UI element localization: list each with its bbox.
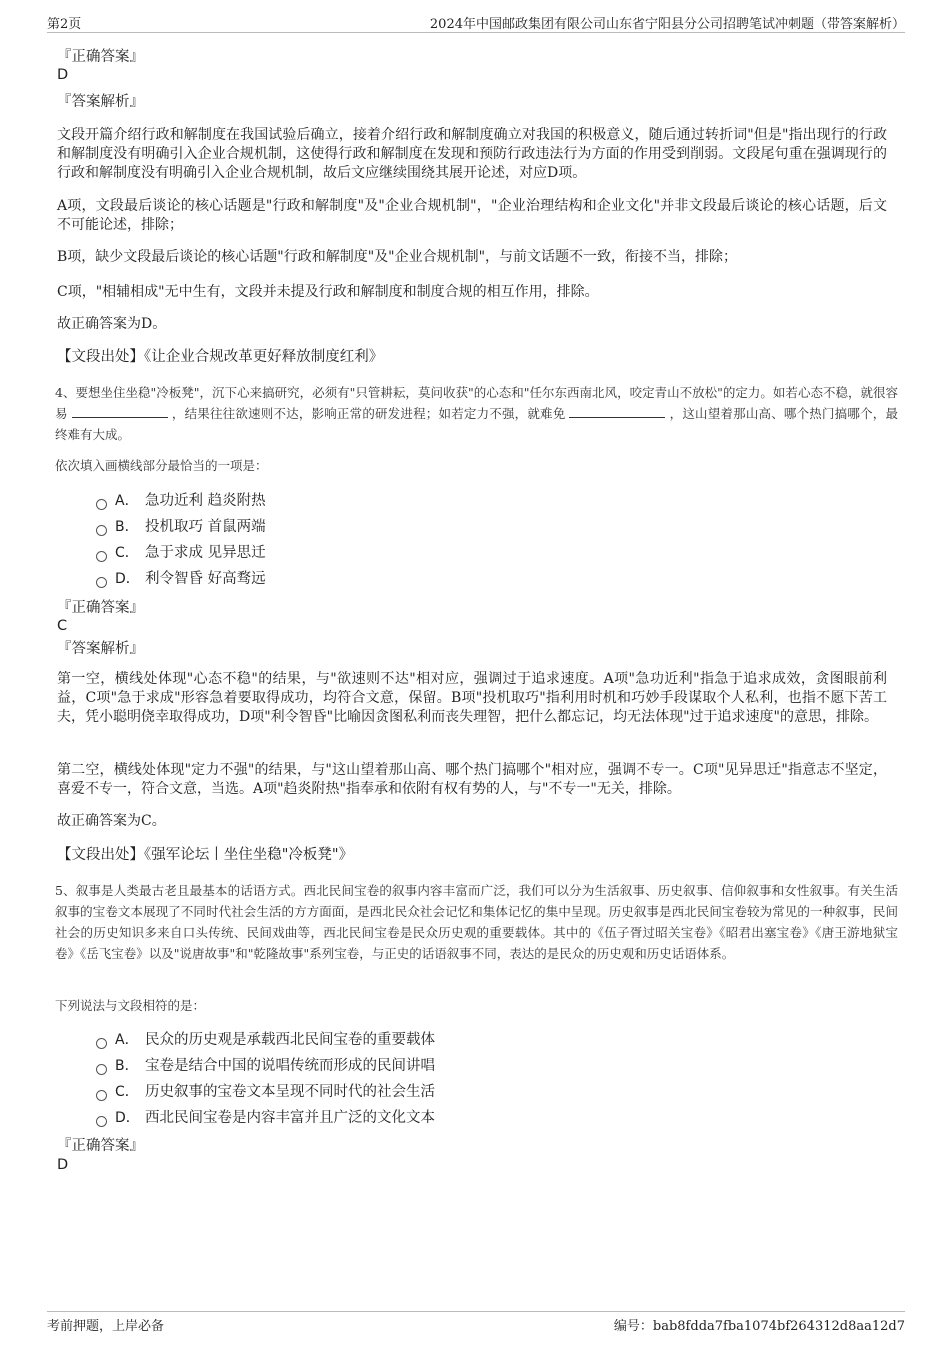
option-b[interactable]: B． 宝卷是结合中国的说唱传统而形成的民间讲唱 xyxy=(96,1056,435,1076)
radio-icon[interactable] xyxy=(96,551,107,562)
option-c[interactable]: C． 历史叙事的宝卷文本呈现不同时代的社会生活 xyxy=(96,1082,435,1102)
question-prompt: 下列说法与文段相符的是： xyxy=(55,998,206,1013)
radio-icon[interactable] xyxy=(96,1116,107,1127)
page-footer xyxy=(47,1311,905,1334)
radio-icon[interactable] xyxy=(96,1064,107,1075)
radio-icon[interactable] xyxy=(96,1090,107,1101)
option-d[interactable]: D． 西北民间宝卷是内容丰富并且广泛的文化文本 xyxy=(96,1108,435,1128)
question-stem: 5、叙事是人类最古老且最基本的话语方式。西北民间宝卷的叙事内容丰富而广泛，我们可以分为生活叙事、历史叙事、信仰叙事和女性叙事。有关生活叙事的宝卷文本展现了不同时代社会生活的方方面面，是西北民众社会记忆和集体记忆的集中呈现。历史叙事是西北民间宝卷较为常见的一种叙事，民间社会的历史知识多来自口头传统、民间戏曲等，西北民间宝卷是民众历史观的重要载体。其中的《伍子胥过昭关宝卷》《昭君出塞宝卷》《唐王游地狱宝卷》《岳飞宝卷》以及"说唐故事"和"乾隆故事"系列宝卷，与正史的话语叙事不同，表达的是民众的历史观和历史话语体系。 xyxy=(55,883,898,961)
footer-slogan: 考前押题，上岸必备 xyxy=(47,1319,165,1334)
analysis-paragraph: C项，"相辅相成"无中生有，文段并未提及行政和解制度和制度合规的相互作用，排除。 xyxy=(57,284,599,300)
radio-icon[interactable] xyxy=(96,577,107,588)
analysis-paragraph: 故正确答案为C。 xyxy=(57,813,166,829)
answer-value: D xyxy=(57,67,69,83)
radio-icon[interactable] xyxy=(96,499,107,510)
fill-blank xyxy=(72,405,168,418)
question-stem: 4、要想坐住坐稳"冷板凳"，沉下心来搞研究，必须有"只管耕耘，莫问收获"的心态和"任尔东西南北风，咬定青山不放松"的定力。如若心态不稳，就很容易 ，结果往往欲速则不达，影响正常的研发进程；如若定力不强，就难免 ，这山望着那山高、哪个热门搞哪个，最终难有大成。 xyxy=(55,385,898,442)
option-b[interactable]: B． 投机取巧 首鼠两端 xyxy=(96,517,266,537)
analysis-paragraph: 第二空，横线处体现"定力不强"的结果，与"这山望着那山高、哪个热门搞哪个"相对应，强调不专一。C项"见异思迁"指意志不坚定，喜爱不专一，符合文意，当选。A项"趋炎附热"指奉承和依附有权有势的人，与"不专一"无关，排除。 xyxy=(57,762,887,797)
answer-label: 『正确答案』 xyxy=(57,1138,144,1154)
analysis-label: 『答案解析』 xyxy=(57,641,144,657)
document-title: 2024年中国邮政集团有限公司山东省宁阳县分公司招聘笔试冲刺题（带答案解析） xyxy=(429,17,905,32)
analysis-label: 『答案解析』 xyxy=(57,94,144,110)
source-citation: 【文段出处】《强军论坛丨坐住坐稳"冷板凳"》 xyxy=(57,847,354,863)
fill-blank xyxy=(569,405,665,418)
option-c[interactable]: C． 急于求成 见异思迁 xyxy=(96,543,266,563)
question-prompt: 依次填入画横线部分最恰当的一项是： xyxy=(55,458,268,473)
analysis-paragraph: B项，缺少文段最后谈论的核心话题"行政和解制度"及"企业合规机制"，与前文话题不一致，衔接不当，排除； xyxy=(57,249,738,265)
answer-label: 『正确答案』 xyxy=(57,600,144,616)
page-number: 第2页 xyxy=(47,17,82,32)
answer-label: 『正确答案』 xyxy=(57,49,144,65)
answer-value: C xyxy=(57,618,68,634)
option-a[interactable]: A． 急功近利 趋炎附热 xyxy=(96,491,266,511)
source-citation: 【文段出处】《让企业合规改革更好释放制度红利》 xyxy=(57,349,384,365)
analysis-paragraph: 第一空，横线处体现"心态不稳"的结果，与"欲速则不达"相对应，强调过于追求速度。A项"急功近利"指急于追求成效，贪图眼前利益，C项"急于求成"形容急着要取得成功，均符合文意，保留。B项"投机取巧"指利用时机和巧妙手段谋取个人私利，也指不愿下苦工夫，凭小聪明侥幸取得成功，D项"利令智昏"比喻因贪图私利而丧失理智，把什么都忘记，均无法体现"过于追求速度"的意思，排除。 xyxy=(57,671,887,725)
analysis-paragraph: 故正确答案为D。 xyxy=(57,316,167,332)
radio-icon[interactable] xyxy=(96,1038,107,1049)
radio-icon[interactable] xyxy=(96,525,107,536)
option-a[interactable]: A． 民众的历史观是承载西北民间宝卷的重要载体 xyxy=(96,1030,435,1050)
page-header xyxy=(47,12,905,33)
option-d[interactable]: D． 利令智昏 好高骛远 xyxy=(96,569,266,589)
analysis-paragraph: 文段开篇介绍行政和解制度在我国试验后确立，接着介绍行政和解制度确立对我国的积极意义，随后通过转折词"但是"指出现行的行政和解制度没有明确引入企业合规机制，这使得行政和解制度在发现和预防行政违法行为方面的作用受到削弱。文段尾句重在强调现行的行政和解制度没有明确引入企业合规机制，故后文应继续围绕其展开论述，对应D项。 xyxy=(57,127,887,181)
analysis-paragraph: A项，文段最后谈论的核心话题是"行政和解制度"及"企业合规机制"，"企业治理结构和企业文化"并非文段最后谈论的核心话题，后文不可能论述，排除； xyxy=(57,198,887,233)
document-id: 编号：bab8fdda7fba1074bf264312d8aa12d7 xyxy=(613,1319,905,1334)
answer-value: D xyxy=(57,1157,69,1173)
